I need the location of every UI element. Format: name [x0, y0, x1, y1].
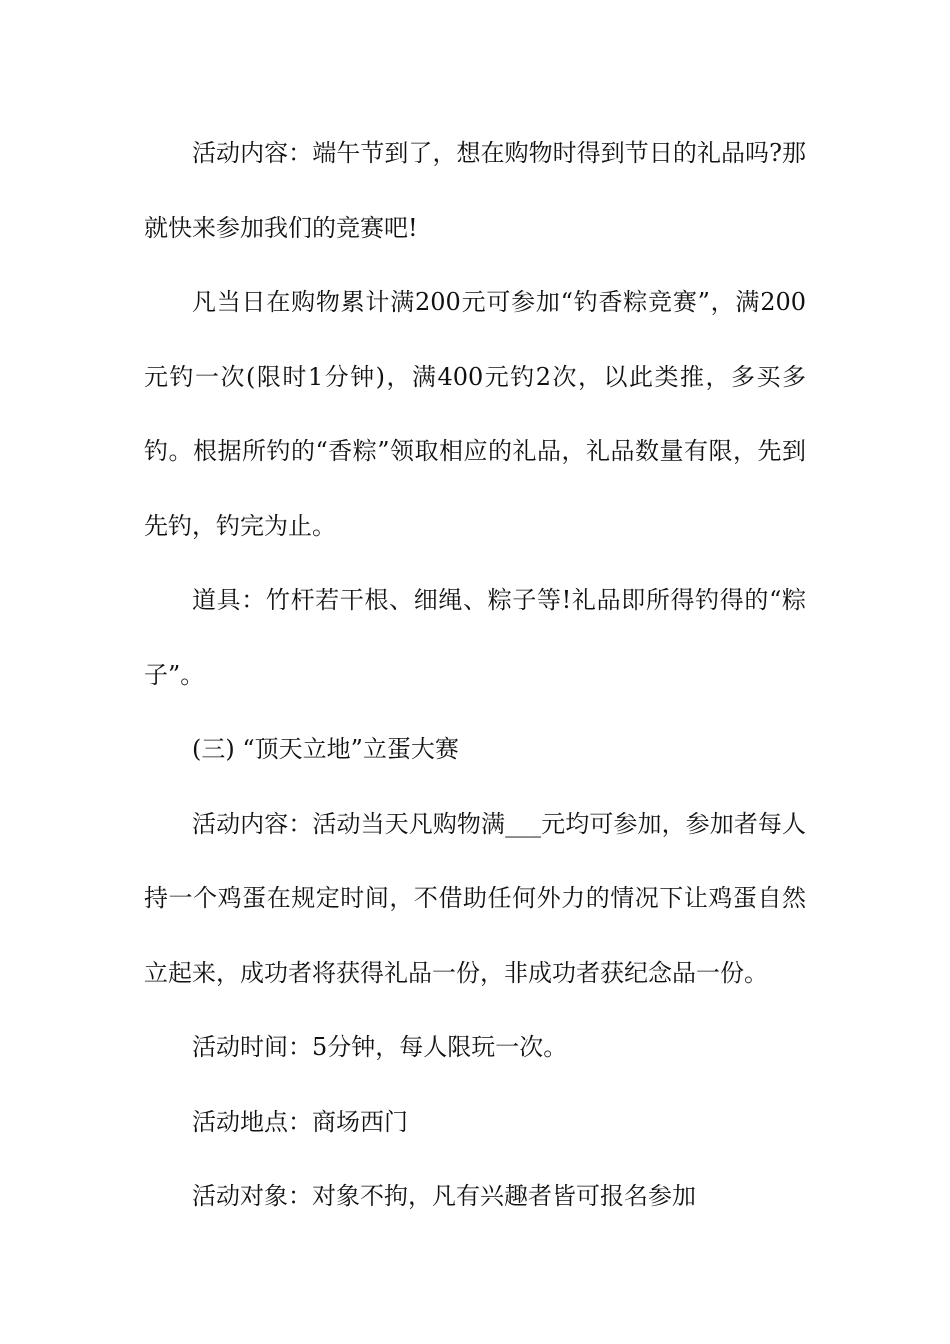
paragraph-props: 道具：竹杆若干根、细绳、粽子等!礼品即所得钓得的“粽子”。 — [144, 586, 806, 689]
paragraph-activity-location: 活动地点：商场西门 — [192, 1107, 408, 1136]
paragraph-activity-audience: 活动对象：对象不拘，凡有兴趣者皆可报名参加 — [192, 1182, 696, 1210]
paragraph-activity-intro: 活动内容：端午节到了，想在购物时得到节日的礼品吗?那就快来参加我们的竞赛吧! — [144, 139, 806, 242]
paragraph-zongzi-fishing-rules: 凡当日在购物累计满200元可参加“钓香粽竞赛”，满200元钓一次(限时1分钟)，满400元钓2次，以此类推，多买多钓。根据所钓的“香粽”领取相应的礼品，礼品数量有限，先到先钓，钓完为止。 — [144, 288, 806, 540]
paragraph-activity-time: 活动时间：5分钟，每人限玩一次。 — [192, 1033, 568, 1061]
section-heading-egg-contest: (三) “顶天立地”立蛋大赛 — [192, 735, 459, 763]
paragraph-egg-contest-content: 活动内容：活动当天凡购物满___元均可参加，参加者每人持一个鸡蛋在规定时间，不借助任何外力的情况下让鸡蛋自然立起来，成功者将获得礼品一份，非成功者获纪念品一份。 — [144, 809, 806, 987]
document-body — [144, 116, 806, 1234]
